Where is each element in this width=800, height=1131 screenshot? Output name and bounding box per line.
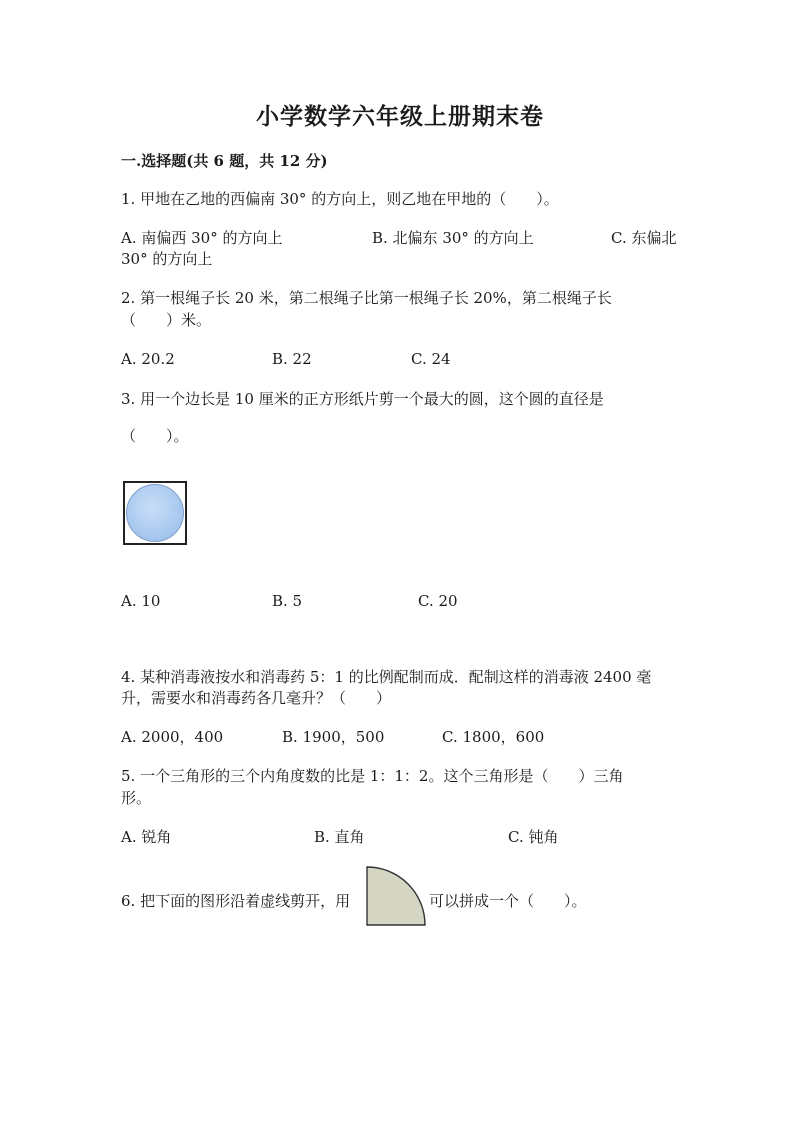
question-4-option-b[interactable]: B. 1900，500 [282,728,385,746]
question-3-stem: 3. 用一个边长是 10 厘米的正方形纸片剪一个最大的圆，这个圆的直径是 [121,390,604,408]
question-5-option-a[interactable]: A. 锐角 [121,828,172,846]
question-1-option-c[interactable]: C. 东偏北 [611,229,677,247]
question-5-option-c[interactable]: C. 钝角 [508,828,559,846]
question-1-option-c-continuation: 30° 的方向上 [121,250,213,268]
question-1-option-b[interactable]: B. 北偏东 30° 的方向上 [372,229,534,247]
question-6-stem-continuation: 可以拼成一个（ ）。 [429,892,587,910]
question-2-stem: 2. 第一根绳子长 20 米，第二根绳子比第一根绳子长 20%，第二根绳子长 [121,289,612,307]
question-1-stem: 1. 甲地在乙地的西偏南 30° 的方向上，则乙地在甲地的（ ）。 [121,190,559,208]
inscribed-circle [126,484,184,542]
question-3-option-c[interactable]: C. 20 [418,592,458,610]
question-2-option-c[interactable]: C. 24 [411,350,451,368]
question-6-stem: 6. 把下面的图形沿着虚线剪开，用 [121,892,351,910]
question-4-stem-line2: 升，需要水和消毒药各几毫升？（ ） [121,689,392,707]
question-5-stem-line2: 形。 [121,789,152,807]
question-2-stem-line2: （ ）米。 [121,311,212,329]
section-heading: 一.选择题(共 6 题，共 12 分) [121,152,328,170]
question-2-option-a[interactable]: A. 20.2 [121,350,175,368]
question-4-option-a[interactable]: A. 2000，400 [121,728,224,746]
question-5-stem: 5. 一个三角形的三个内角度数的比是 1：1：2。这个三角形是（ ）三角 [121,767,624,785]
question-4-stem: 4. 某种消毒液按水和消毒药 5：1 的比例配制而成．配制这样的消毒液 2400 毫 [121,668,652,686]
page-title: 小学数学六年级上册期末卷 [256,103,544,130]
question-3-stem-line2: （ ）。 [121,427,189,445]
question-2-option-b[interactable]: B. 22 [272,350,312,368]
question-1-option-a[interactable]: A. 南偏西 30° 的方向上 [121,229,283,247]
question-3-option-a[interactable]: A. 10 [121,592,161,610]
quarter-circle-figure [366,866,426,926]
circle-in-square-figure [123,481,187,545]
question-4-option-c[interactable]: C. 1800，600 [442,728,545,746]
question-3-option-b[interactable]: B. 5 [272,592,303,610]
question-5-option-b[interactable]: B. 直角 [314,828,365,846]
